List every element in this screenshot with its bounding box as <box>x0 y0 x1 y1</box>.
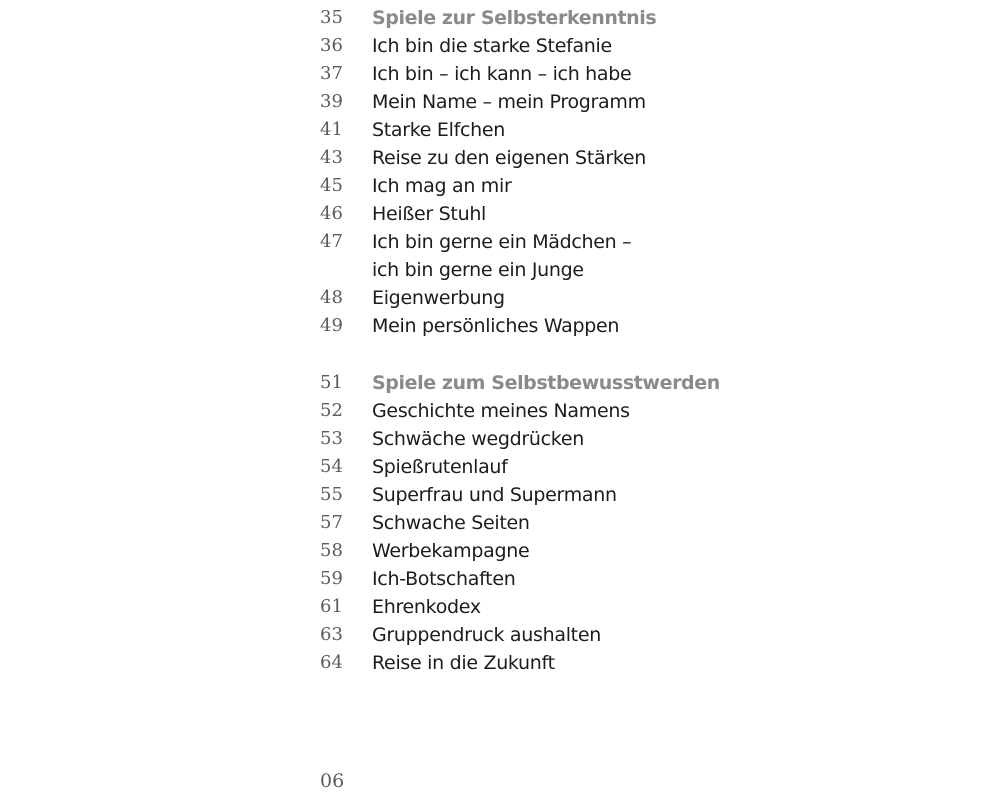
entry-title: Mein persönliches Wappen <box>372 315 620 337</box>
toc-entry <box>318 88 738 116</box>
section-spacer <box>318 340 738 369</box>
entry-title: Superfrau und Supermann <box>372 484 617 506</box>
entry-title: Werbekampagne <box>372 540 530 562</box>
entry-title: Ich bin – ich kann – ich habe <box>372 63 632 85</box>
page-number: 54 <box>320 456 343 477</box>
toc-entry <box>318 284 738 312</box>
toc-entry <box>318 172 738 200</box>
page-number: 49 <box>320 315 343 336</box>
entry-title: Eigenwerbung <box>372 287 505 309</box>
toc-entry <box>318 621 738 649</box>
table-of-contents <box>318 4 738 677</box>
entry-title: Schwache Seiten <box>372 512 530 534</box>
page-number: 51 <box>320 372 343 393</box>
entry-title: Ich bin die starke Stefanie <box>372 35 612 57</box>
entry-title: Heißer Stuhl <box>372 203 487 225</box>
toc-entry <box>318 60 738 88</box>
entry-title: Mein Name – mein Programm <box>372 91 646 113</box>
page-number: 52 <box>320 400 343 421</box>
page-number: 47 <box>320 231 343 252</box>
entry-title-continuation: ich bin gerne ein Junge <box>372 259 584 281</box>
toc-entry <box>318 537 738 565</box>
footer-page-number: 06 <box>320 770 345 792</box>
page-number: 53 <box>320 428 343 449</box>
page-number: 37 <box>320 63 343 84</box>
entry-title: Spießrutenlauf <box>372 456 508 478</box>
page-number: 59 <box>320 568 343 589</box>
toc-entry <box>318 425 738 453</box>
toc-entry <box>318 312 738 340</box>
toc-entry <box>318 116 738 144</box>
section-title: Spiele zum Selbstbewusstwerden <box>372 372 720 394</box>
entry-title: Reise zu den eigenen Stärken <box>372 147 646 169</box>
toc-entry <box>318 649 738 677</box>
toc-entry <box>318 32 738 60</box>
page-number: 41 <box>320 119 343 140</box>
page-number: 55 <box>320 484 343 505</box>
page-number: 36 <box>320 35 343 56</box>
page-number: 43 <box>320 147 343 168</box>
toc-entry <box>318 593 738 621</box>
toc-entry <box>318 144 738 172</box>
section-heading-selbstbewusstwerden <box>318 369 738 397</box>
toc-entry <box>318 509 738 537</box>
entry-title: Ehrenkodex <box>372 596 481 618</box>
entry-title: Starke Elfchen <box>372 119 506 141</box>
toc-entry <box>318 397 738 425</box>
toc-entry-continuation <box>318 256 738 284</box>
entry-title: Schwäche wegdrücken <box>372 428 584 450</box>
page-number: 48 <box>320 287 343 308</box>
page-number: 46 <box>320 203 343 224</box>
toc-entry <box>318 200 738 228</box>
entry-title: Reise in die Zukunft <box>372 652 555 674</box>
entry-title: Ich bin gerne ein Mädchen – <box>372 231 632 253</box>
toc-entry <box>318 481 738 509</box>
entry-title: Ich mag an mir <box>372 175 512 197</box>
entry-title: Gruppendruck aushalten <box>372 624 601 646</box>
entry-title: Ich-Botschaften <box>372 568 516 590</box>
toc-entry <box>318 228 738 256</box>
toc-entry <box>318 453 738 481</box>
entry-title: Geschichte meines Namens <box>372 400 630 422</box>
section-title: Spiele zur Selbsterkenntnis <box>372 7 657 29</box>
page-number: 63 <box>320 624 343 645</box>
page-number: 64 <box>320 652 343 673</box>
toc-entry <box>318 565 738 593</box>
page-number: 35 <box>320 7 343 28</box>
page-number: 61 <box>320 596 343 617</box>
page-number: 58 <box>320 540 343 561</box>
page-number: 57 <box>320 512 343 533</box>
section-heading-selbsterkenntnis <box>318 4 738 32</box>
page-number: 39 <box>320 91 343 112</box>
page-number: 45 <box>320 175 343 196</box>
